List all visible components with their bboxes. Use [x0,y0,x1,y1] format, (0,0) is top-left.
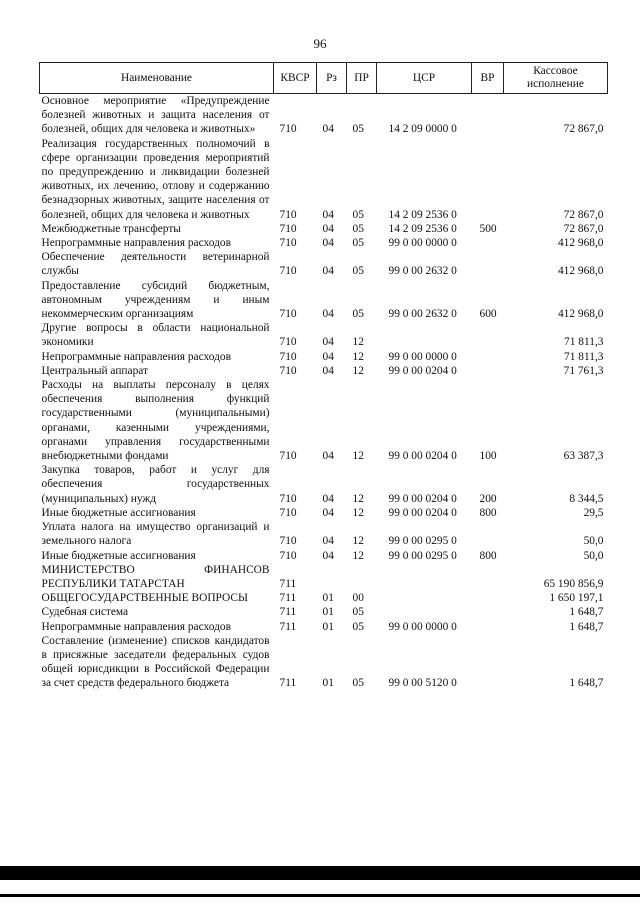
table-row [40,321,608,349]
cell-amount: 412 968,0 [557,237,604,250]
cell-name: Другие вопросы в области национальной экономики [41,322,270,349]
cell-kvsr: 710 [279,237,297,250]
cell-amount: 71 761,3 [563,364,604,377]
cell-rz: 01 [322,606,334,619]
cell-vr [472,94,504,137]
cell-pr: 05 [352,620,364,633]
cell-kvsr: 710 [279,364,297,377]
cell-pr: 12 [352,336,364,349]
table-row [40,634,608,691]
cell-pr: 05 [352,123,364,136]
cell-name: ОБЩЕГОСУДАРСТВЕННЫЕ ВОПРОСЫ [41,592,248,605]
table-row [40,94,608,137]
header-rz: Рз [317,63,347,94]
cell-rz: 01 [322,592,334,605]
cell-rz: 04 [322,237,334,250]
cell-vr [472,634,504,691]
cell-pr: 12 [352,506,364,519]
cell-vr [472,350,504,364]
cell-name: МИНИСТЕРСТВО ФИНАНСОВ РЕСПУБЛИКИ ТАТАРСТАН [41,563,270,590]
table-row [40,591,608,605]
cell-amount: 29,5 [583,506,604,519]
table-row [40,620,608,634]
cell-kvsr: 710 [279,265,297,278]
cell-name: Иные бюджетные ассигнования [41,506,196,519]
cell-amount: 412 968,0 [557,308,604,321]
cell-kvsr: 710 [279,336,297,349]
cell-kvsr: 710 [279,549,297,562]
cell-csr: 99 0 00 0204 0 [388,492,457,505]
table-row [40,250,608,278]
cell-rz [317,563,347,591]
cell-amount: 72 867,0 [563,222,604,235]
cell-kvsr: 710 [279,535,297,548]
cell-name: Закупка товаров, работ и услуг для обеспечения государственных (муниципальных) нужд [41,464,270,505]
cell-csr: 99 0 00 0295 0 [388,535,457,548]
cell-pr: 05 [352,606,364,619]
cell-name: Центральный аппарат [41,364,149,377]
table-header-row [40,63,608,94]
header-name: Наименование [40,63,274,94]
cell-csr [377,563,472,591]
cell-name: Межбюджетные трансферты [41,222,181,235]
cell-vr: 800 [479,506,497,519]
cell-vr: 200 [479,492,497,505]
cell-vr [472,250,504,278]
cell-name: Составление (изменение) списков кандидатов в присяжные заседатели федеральных судов общей юрисдикции в Российской Федерации за счет средств федерального бюджета [41,634,270,690]
cell-amount: 1 648,7 [569,677,604,690]
table-row [40,378,608,463]
cell-vr [472,563,504,591]
cell-pr: 05 [352,237,364,250]
cell-rz: 04 [322,308,334,321]
cell-kvsr: 710 [279,350,297,363]
cell-name: Непрограммные направления расходов [41,620,232,633]
cell-kvsr: 710 [279,506,297,519]
cell-vr [472,620,504,634]
cell-name: Основное мероприятие «Предупреждение болезней животных и защита населения от болезней, общих для человека и животных» [41,95,270,136]
cell-csr: 99 0 00 0295 0 [388,549,457,562]
cell-amount: 72 867,0 [563,123,604,136]
cell-vr: 600 [479,308,497,321]
cell-rz: 04 [322,350,334,363]
cell-name: Непрограммные направления расходов [41,237,232,250]
cell-csr [377,605,472,619]
cell-vr [472,591,504,605]
cell-csr: 99 0 00 0204 0 [388,364,457,377]
cell-pr: 00 [352,592,364,605]
cell-pr: 05 [352,265,364,278]
cell-csr [377,321,472,349]
cell-rz: 04 [322,549,334,562]
cell-kvsr: 711 [279,592,297,605]
cell-rz: 04 [322,336,334,349]
cell-name: Судебная система [41,606,129,619]
table-row [40,506,608,520]
cell-vr: 800 [479,549,497,562]
scan-border-line [0,894,640,897]
cell-amount: 72 867,0 [563,208,604,221]
cell-rz: 04 [322,222,334,235]
cell-vr [472,364,504,378]
cell-name: Расходы на выплаты персоналу в целях обеспечения выполнения функций государственными (муниципальными) органами, казенными учреждениями, органами управления государственными внебюджетными фондами [41,379,270,463]
cell-pr: 12 [352,364,364,377]
cell-rz: 04 [322,450,334,463]
table-row [40,549,608,563]
cell-amount: 50,0 [583,549,604,562]
cell-vr [472,137,504,222]
cell-rz: 04 [322,208,334,221]
cell-pr: 05 [352,308,364,321]
table-row [40,137,608,222]
table-row [40,364,608,378]
cell-kvsr: 710 [279,222,297,235]
cell-name: Непрограммные направления расходов [41,350,232,363]
cell-vr [472,520,504,548]
cell-csr: 14 2 09 0000 0 [388,123,457,136]
table-row [40,563,608,591]
cell-name: Предоставление субсидий бюджетным, автономным учреждениям и иным некоммерческим организациям [41,279,270,321]
cell-pr: 05 [352,677,364,690]
cell-rz: 01 [322,620,334,633]
cell-amount: 63 387,3 [563,450,604,463]
cell-amount: 71 811,3 [564,350,604,363]
cell-csr: 99 0 00 0204 0 [388,506,457,519]
cell-rz: 04 [322,123,334,136]
cell-pr: 12 [352,450,364,463]
cell-amount: 1 650 197,1 [549,592,604,605]
cell-rz: 04 [322,364,334,377]
cell-amount: 1 648,7 [569,620,604,633]
cell-kvsr: 711 [279,606,297,619]
cell-amount: 71 811,3 [564,336,604,349]
cell-vr [472,236,504,250]
cell-vr [472,321,504,349]
cell-vr: 500 [479,222,497,235]
cell-pr: 05 [352,222,364,235]
cell-name: Иные бюджетные ассигнования [41,549,196,562]
cell-pr: 12 [352,492,364,505]
cell-csr: 14 2 09 2536 0 [388,208,457,221]
cell-name: Реализация государственных полномочий в сфере организации проведения мероприятий по предупреждению и ликвидации болезней животных, их лечению, отлову и содержанию безнадзорных животных, защите населения от болезней, общих для человека и животных [41,137,270,221]
cell-vr: 100 [479,450,497,463]
cell-rz: 04 [322,535,334,548]
cell-kvsr: 711 [279,620,297,633]
cell-csr: 99 0 00 0000 0 [388,237,457,250]
table-body [40,94,608,691]
cell-amount: 50,0 [583,535,604,548]
cell-pr: 12 [352,350,364,363]
header-pr: ПР [347,63,377,94]
cell-pr: 12 [352,549,364,562]
table-row [40,350,608,364]
cell-amount: 1 648,7 [569,606,604,619]
header-vr: ВР [472,63,504,94]
cell-pr: 12 [352,535,364,548]
table-row [40,236,608,250]
cell-kvsr: 711 [279,577,297,590]
table-row [40,463,608,506]
budget-table [39,62,608,691]
cell-csr: 14 2 09 2536 0 [388,222,457,235]
cell-csr: 99 0 00 0204 0 [388,450,457,463]
cell-pr: 05 [352,208,364,221]
cell-csr: 99 0 00 0000 0 [388,350,457,363]
cell-rz: 04 [322,492,334,505]
scan-border-bar [0,866,640,880]
cell-rz: 04 [322,506,334,519]
cell-csr: 99 0 00 2632 0 [388,265,457,278]
cell-kvsr: 710 [279,123,297,136]
table-row [40,279,608,322]
cell-kvsr: 710 [279,208,297,221]
cell-amount: 8 344,5 [569,492,604,505]
table-row [40,520,608,548]
cell-name: Уплата налога на имущество организаций и земельного налога [41,521,270,548]
table-row [40,222,608,236]
header-kvsr: КВСР [274,63,317,94]
page-number: 96 [313,36,327,51]
cell-rz: 01 [322,677,334,690]
cell-csr [377,591,472,605]
cell-csr: 99 0 00 0000 0 [388,620,457,633]
cell-csr: 99 0 00 5120 0 [388,677,457,690]
cell-name: Обеспечение деятельности ветеринарной службы [41,251,270,278]
cell-pr [347,563,377,591]
cell-kvsr: 710 [279,308,297,321]
cell-amount: 65 190 856,9 [543,577,604,590]
cell-rz: 04 [322,265,334,278]
cell-amount: 412 968,0 [557,265,604,278]
cell-kvsr: 711 [279,677,297,690]
header-amount: Кассовое исполнение [504,63,608,94]
cell-csr: 99 0 00 2632 0 [388,308,457,321]
cell-vr [472,605,504,619]
cell-kvsr: 710 [279,450,297,463]
cell-kvsr: 710 [279,492,297,505]
header-csr: ЦСР [377,63,472,94]
table-row [40,605,608,619]
